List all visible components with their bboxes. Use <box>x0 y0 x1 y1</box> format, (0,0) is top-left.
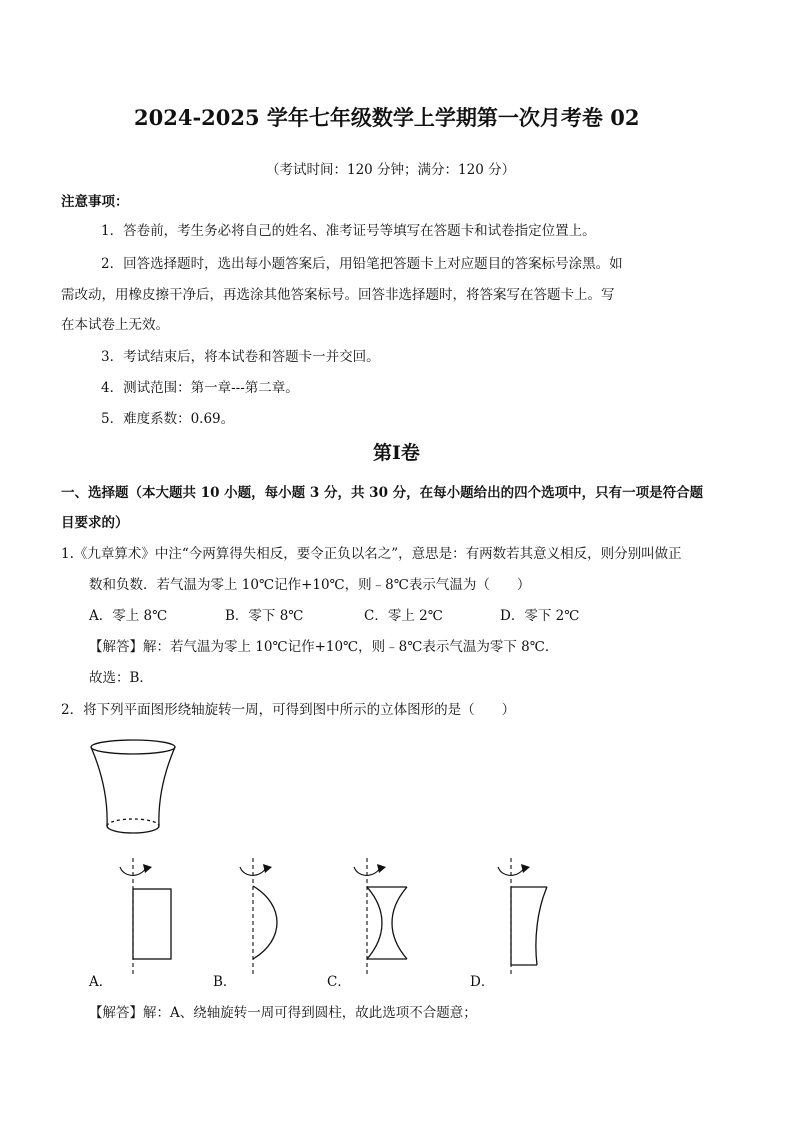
q2-option-a-label: A． <box>89 974 113 990</box>
notice-item-5: 5．难度系数：0.69。 <box>101 411 235 427</box>
notice-item-2-line-1: 2．回答选择题时，选出每小题答案后，用铅笔把答题卡上对应题目的答案标号涂黑。如 <box>101 256 623 272</box>
q1-answer: 【解答】解：若气温为零上 10℃记作+10℃，则﹣8℃表示气温为零下 8℃． <box>89 639 559 655</box>
q1-option-d: D．零下 2℃ <box>500 608 580 624</box>
q2-option-d-label: D． <box>470 974 495 990</box>
q2-option-b-label: B． <box>213 974 237 990</box>
q1-option-a: A．零上 8℃ <box>89 608 168 624</box>
page-title: 2024-2025 学年七年级数学上学期第一次月考卷 02 <box>134 105 640 130</box>
volume-title: 第Ⅰ卷 <box>373 442 420 464</box>
q1-option-c: C．零上 2℃ <box>364 608 443 624</box>
q1-choice: 故选：B． <box>89 670 153 686</box>
notice-item-2-line-3: 在本试卷上无效。 <box>61 317 169 333</box>
part1-heading-line-1: 一、选择题（本大题共 10 小题，每小题 3 分，共 30 分，在每小题给出的四个选项中，只有一项是符合题 <box>61 485 704 501</box>
notice-item-1: 1．答卷前，考生务必将自己的姓名、准考证号等填写在答题卡和试卷指定位置上。 <box>101 223 596 239</box>
q2-stem: 2．将下列平面图形绕轴旋转一周，可得到图中所示的立体图形的是（ ） <box>61 702 516 718</box>
notice-heading: 注意事项： <box>61 194 129 210</box>
q2-answer: 【解答】解：A、绕轴旋转一周可得到圆柱，故此选项不合题意； <box>89 1005 477 1021</box>
q1-stem-line-2: 数和负数．若气温为零上 10℃记作+10℃，则﹣8℃表示气温为（ ） <box>89 577 531 593</box>
q1-stem-line-1: 1.《九章算术》中注“今两算得失相反，要令正负以名之”，意思是：有两数若其意义相反，则分别叫做正 <box>61 546 682 562</box>
notice-item-2-line-2: 需改动，用橡皮擦干净后，再选涂其他答案标号。回答非选择题时，将答案写在答题卡上。写 <box>61 287 615 303</box>
notice-item-4: 4．测试范围：第一章---第二章。 <box>101 380 299 396</box>
notice-item-3: 3．考试结束后，将本试卷和答题卡一并交回。 <box>101 349 380 365</box>
exam-info: （考试时间：120 分钟；满分：120 分） <box>266 162 516 178</box>
q2-option-c-label: C． <box>327 974 351 990</box>
part1-heading-line-2: 目要求的） <box>61 515 129 531</box>
q1-option-b: B．零下 8℃ <box>225 608 304 624</box>
